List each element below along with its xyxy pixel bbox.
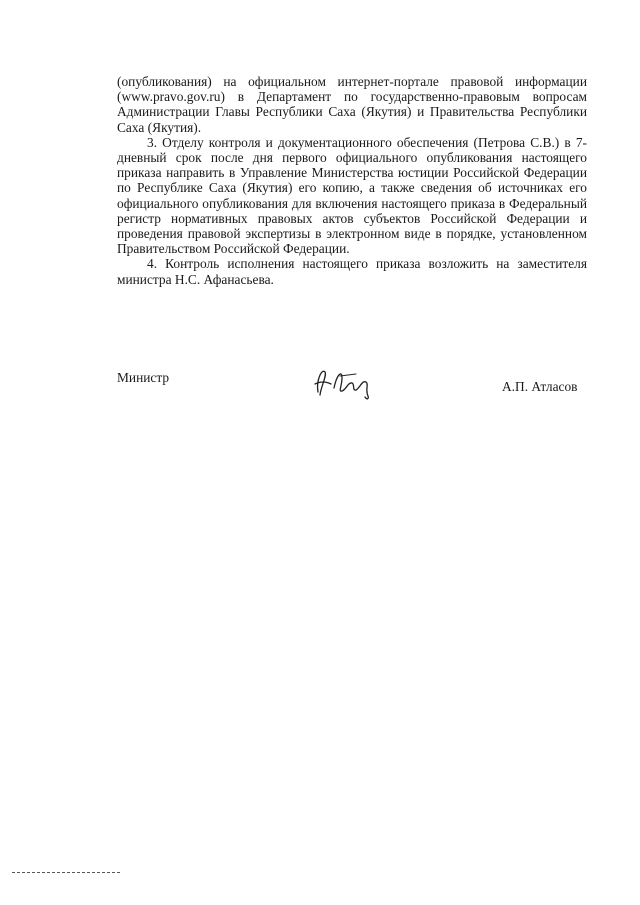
document-body	[117, 74, 587, 287]
signer-name: А.П. Атласов	[502, 379, 578, 394]
footer-rule	[12, 872, 120, 873]
paragraph-item-3: 3. Отделу контроля и документационного обеспечения (Петрова С.В.) в 7-дневный срок после дня первого официального опубликования настоящего приказа направить в Управление Министерства юстиции Российской Федерации по Республике Саха (Якутия) его копию, а также сведения об источниках его официального опубликования для включения настоящего приказа в Федеральный регистр нормативных правовых актов субъектов Российской Федерации и проведения правовой экспертизы в электронном виде в порядке, установленном Правительством Российской Федерации.	[117, 134, 587, 257]
signer-position-title: Министр	[117, 370, 170, 385]
handwritten-signature	[312, 362, 374, 400]
paragraph-item-4: 4. Контроль исполнения настоящего приказа возложить на заместителя министра Н.С. Афанасьева.	[117, 256, 587, 287]
paragraph-continuation: (опубликования) на официальном интернет-портале правовой информации (www.pravo.gov.ru) в Департамент по государственно-правовым вопросам Администрации Главы Республики Саха (Якутия) и Правительства Республики Саха (Якутия).	[117, 74, 587, 135]
